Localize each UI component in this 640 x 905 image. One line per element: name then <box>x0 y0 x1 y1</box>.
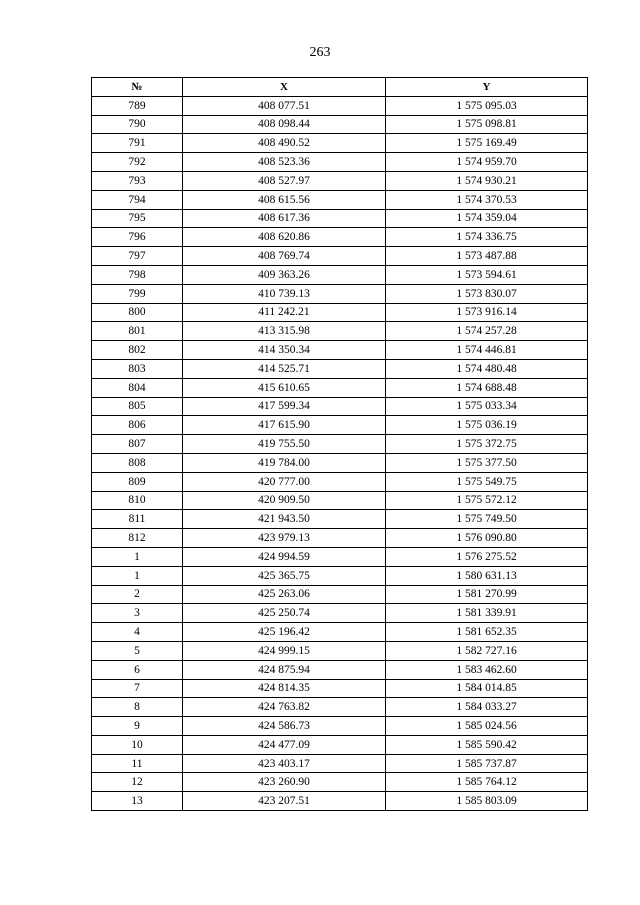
cell-y: 1 585 737.87 <box>386 754 588 773</box>
cell-number: 810 <box>92 491 183 510</box>
table-row <box>92 792 588 811</box>
cell-y: 1 573 594.61 <box>386 265 588 284</box>
cell-y: 1 574 688.48 <box>386 378 588 397</box>
cell-number: 8 <box>92 698 183 717</box>
cell-y: 1 575 036.19 <box>386 416 588 435</box>
table-row <box>92 435 588 454</box>
cell-number: 2 <box>92 585 183 604</box>
cell-y: 1 584 014.85 <box>386 679 588 698</box>
table-row <box>92 547 588 566</box>
cell-number: 804 <box>92 378 183 397</box>
cell-y: 1 574 930.21 <box>386 171 588 190</box>
cell-x: 417 599.34 <box>183 397 386 416</box>
table-row <box>92 604 588 623</box>
cell-y: 1 584 033.27 <box>386 698 588 717</box>
cell-number: 794 <box>92 190 183 209</box>
cell-x: 413 315.98 <box>183 322 386 341</box>
cell-number: 798 <box>92 265 183 284</box>
cell-x: 408 077.51 <box>183 96 386 115</box>
cell-number: 807 <box>92 435 183 454</box>
cell-number: 811 <box>92 510 183 529</box>
table-row <box>92 190 588 209</box>
cell-number: 796 <box>92 228 183 247</box>
column-header-x: X <box>183 78 386 97</box>
cell-x: 408 617.36 <box>183 209 386 228</box>
cell-x: 423 403.17 <box>183 754 386 773</box>
cell-number: 1 <box>92 566 183 585</box>
table-row <box>92 735 588 754</box>
cell-number: 7 <box>92 679 183 698</box>
cell-x: 424 586.73 <box>183 717 386 736</box>
cell-y: 1 581 652.35 <box>386 623 588 642</box>
table-row <box>92 698 588 717</box>
cell-x: 420 909.50 <box>183 491 386 510</box>
table-row <box>92 265 588 284</box>
cell-number: 12 <box>92 773 183 792</box>
cell-x: 409 363.26 <box>183 265 386 284</box>
table-row <box>92 397 588 416</box>
table-row <box>92 641 588 660</box>
cell-x: 414 350.34 <box>183 341 386 360</box>
cell-x: 414 525.71 <box>183 359 386 378</box>
cell-number: 6 <box>92 660 183 679</box>
table-row <box>92 378 588 397</box>
cell-x: 424 477.09 <box>183 735 386 754</box>
cell-x: 408 490.52 <box>183 134 386 153</box>
cell-y: 1 574 446.81 <box>386 341 588 360</box>
cell-x: 408 620.86 <box>183 228 386 247</box>
cell-number: 5 <box>92 641 183 660</box>
cell-x: 417 615.90 <box>183 416 386 435</box>
cell-x: 423 979.13 <box>183 529 386 548</box>
cell-x: 419 784.00 <box>183 453 386 472</box>
cell-x: 408 615.56 <box>183 190 386 209</box>
table-row <box>92 322 588 341</box>
table-row <box>92 679 588 698</box>
cell-y: 1 574 370.53 <box>386 190 588 209</box>
cell-y: 1 574 257.28 <box>386 322 588 341</box>
cell-x: 424 763.82 <box>183 698 386 717</box>
cell-number: 795 <box>92 209 183 228</box>
cell-y: 1 574 336.75 <box>386 228 588 247</box>
cell-x: 408 527.97 <box>183 171 386 190</box>
cell-number: 797 <box>92 247 183 266</box>
cell-y: 1 575 377.50 <box>386 453 588 472</box>
cell-y: 1 583 462.60 <box>386 660 588 679</box>
table-row <box>92 96 588 115</box>
table-body <box>92 96 588 810</box>
cell-y: 1 576 275.52 <box>386 547 588 566</box>
cell-number: 4 <box>92 623 183 642</box>
table-row <box>92 171 588 190</box>
cell-x: 408 523.36 <box>183 153 386 172</box>
cell-number: 790 <box>92 115 183 134</box>
cell-number: 809 <box>92 472 183 491</box>
cell-y: 1 574 480.48 <box>386 359 588 378</box>
cell-y: 1 575 098.81 <box>386 115 588 134</box>
cell-x: 411 242.21 <box>183 303 386 322</box>
cell-y: 1 580 631.13 <box>386 566 588 585</box>
cell-x: 424 814.35 <box>183 679 386 698</box>
cell-y: 1 575 572.12 <box>386 491 588 510</box>
cell-y: 1 575 033.34 <box>386 397 588 416</box>
table-row <box>92 341 588 360</box>
cell-number: 11 <box>92 754 183 773</box>
cell-x: 421 943.50 <box>183 510 386 529</box>
cell-number: 799 <box>92 284 183 303</box>
cell-y: 1 574 959.70 <box>386 153 588 172</box>
cell-y: 1 585 590.42 <box>386 735 588 754</box>
cell-x: 425 250.74 <box>183 604 386 623</box>
cell-y: 1 585 024.56 <box>386 717 588 736</box>
table-row <box>92 491 588 510</box>
page-number: 263 <box>309 45 331 60</box>
cell-x: 408 769.74 <box>183 247 386 266</box>
cell-number: 803 <box>92 359 183 378</box>
table-row <box>92 773 588 792</box>
table-row <box>92 585 588 604</box>
cell-x: 419 755.50 <box>183 435 386 454</box>
cell-y: 1 574 359.04 <box>386 209 588 228</box>
cell-y: 1 585 764.12 <box>386 773 588 792</box>
table-row <box>92 153 588 172</box>
cell-x: 423 260.90 <box>183 773 386 792</box>
cell-x: 424 994.59 <box>183 547 386 566</box>
cell-number: 805 <box>92 397 183 416</box>
cell-number: 13 <box>92 792 183 811</box>
cell-y: 1 575 749.50 <box>386 510 588 529</box>
table-row <box>92 717 588 736</box>
cell-y: 1 575 095.03 <box>386 96 588 115</box>
cell-number: 9 <box>92 717 183 736</box>
table-row <box>92 754 588 773</box>
cell-number: 789 <box>92 96 183 115</box>
table-row <box>92 209 588 228</box>
cell-x: 420 777.00 <box>183 472 386 491</box>
cell-y: 1 573 830.07 <box>386 284 588 303</box>
cell-y: 1 575 549.75 <box>386 472 588 491</box>
table-row <box>92 247 588 266</box>
table-row <box>92 623 588 642</box>
column-header-y: Y <box>386 78 588 97</box>
cell-number: 801 <box>92 322 183 341</box>
cell-number: 791 <box>92 134 183 153</box>
table-row <box>92 660 588 679</box>
table-row <box>92 529 588 548</box>
cell-number: 1 <box>92 547 183 566</box>
cell-y: 1 576 090.80 <box>386 529 588 548</box>
cell-number: 808 <box>92 453 183 472</box>
table-row <box>92 228 588 247</box>
table-row <box>92 115 588 134</box>
table-row <box>92 284 588 303</box>
column-header-number: № <box>92 78 183 97</box>
cell-y: 1 582 727.16 <box>386 641 588 660</box>
cell-number: 3 <box>92 604 183 623</box>
cell-y: 1 573 916.14 <box>386 303 588 322</box>
cell-number: 793 <box>92 171 183 190</box>
table-row <box>92 303 588 322</box>
cell-x: 425 263.06 <box>183 585 386 604</box>
cell-x: 423 207.51 <box>183 792 386 811</box>
table-row <box>92 359 588 378</box>
cell-x: 410 739.13 <box>183 284 386 303</box>
coordinates-table <box>91 77 588 811</box>
cell-y: 1 573 487.88 <box>386 247 588 266</box>
cell-x: 408 098.44 <box>183 115 386 134</box>
table-row <box>92 453 588 472</box>
cell-x: 425 365.75 <box>183 566 386 585</box>
cell-number: 792 <box>92 153 183 172</box>
table-header-row <box>92 78 588 97</box>
table-row <box>92 472 588 491</box>
cell-x: 425 196.42 <box>183 623 386 642</box>
cell-number: 10 <box>92 735 183 754</box>
table-row <box>92 134 588 153</box>
cell-number: 812 <box>92 529 183 548</box>
cell-x: 424 999.15 <box>183 641 386 660</box>
cell-y: 1 581 339.91 <box>386 604 588 623</box>
cell-number: 802 <box>92 341 183 360</box>
cell-number: 800 <box>92 303 183 322</box>
cell-y: 1 585 803.09 <box>386 792 588 811</box>
cell-number: 806 <box>92 416 183 435</box>
cell-y: 1 581 270.99 <box>386 585 588 604</box>
cell-x: 415 610.65 <box>183 378 386 397</box>
table-row <box>92 510 588 529</box>
cell-y: 1 575 372.75 <box>386 435 588 454</box>
table-row <box>92 416 588 435</box>
table-row <box>92 566 588 585</box>
cell-x: 424 875.94 <box>183 660 386 679</box>
cell-y: 1 575 169.49 <box>386 134 588 153</box>
